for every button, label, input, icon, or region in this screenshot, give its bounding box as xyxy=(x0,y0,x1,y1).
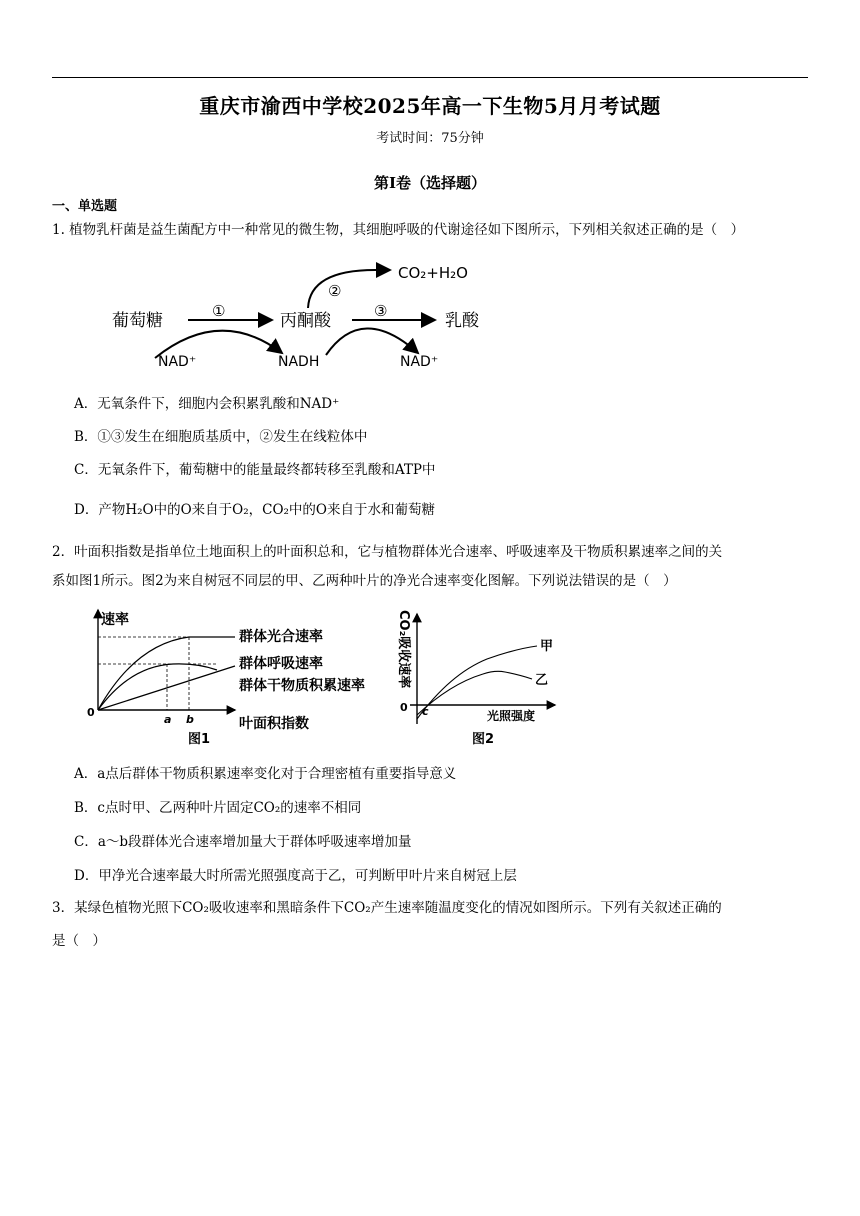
q2-option-c: C．a～b段群体光合速率增加量大于群体呼吸速率增加量 xyxy=(74,834,412,850)
fig2-y-label: CO₂吸收速率 xyxy=(396,610,411,689)
fig1-label-dry-matter: 群体干物质积累速率 xyxy=(239,678,365,694)
step3-label: ③ xyxy=(374,302,388,320)
question-1-stem: 1. 植物乳杆菌是益生菌配方中一种常见的微生物，其细胞呼吸的代谢途径如下图所示，下列相关叙述正确的是（ ） xyxy=(52,222,745,238)
q2-option-a: A．a点后群体干物质积累速率变化对于合理密植有重要指导意义 xyxy=(74,766,457,782)
q1-option-a: A．无氧条件下，细胞内会积累乳酸和NAD⁺ xyxy=(74,396,340,412)
page-title: 重庆市渝西中学校2025年高一下生物5月月考试题 xyxy=(199,94,661,118)
fig2-label-yi: 乙 xyxy=(535,673,549,688)
fig1-tick-b: b xyxy=(186,713,194,726)
arrow-nadh-to-nad xyxy=(326,328,418,355)
q2-figure-1 xyxy=(85,604,395,746)
fig2-label-jia: 甲 xyxy=(540,639,554,654)
question-3-stem-line1: 3．某绿色植物光照下CO₂吸收速率和黑暗条件下CO₂产生速率随温度变化的情况如图所示。下列有关叙述正确的 xyxy=(52,900,722,916)
fig1-label-respiration: 群体呼吸速率 xyxy=(239,656,323,672)
nad-label-2: NAD⁺ xyxy=(400,354,439,370)
q2-figure-2 xyxy=(395,604,560,746)
part-title: 第Ⅰ卷（选择题） xyxy=(373,174,487,192)
q1-option-d: D．产物H₂O中的O来自于O₂，CO₂中的O来自于水和葡萄糖 xyxy=(74,502,435,518)
q1-option-b: B．①③发生在细胞质基质中，②发生在线粒体中 xyxy=(74,429,368,445)
q1-pathway-figure xyxy=(100,258,520,376)
q2-option-b: B．c点时甲、乙两种叶片固定CO₂的速率不相同 xyxy=(74,800,362,816)
nadh-label: NADH xyxy=(278,354,320,370)
fig2-x-label: 光照强度 xyxy=(487,709,536,723)
fig1-tick-a: a xyxy=(164,713,172,726)
exam-time: 考试时间：75分钟 xyxy=(376,131,484,146)
fig1-curve-dry-matter xyxy=(98,664,217,710)
question-2-stem-line1: 2．叶面积指数是指单位土地面积上的叶面积总和，它与植物群体光合速率、呼吸速率及干物质积累速率之间的关 xyxy=(52,544,723,560)
header-rule xyxy=(52,77,808,78)
fig1-x-label: 叶面积指数 xyxy=(239,716,309,732)
q1-option-c: C．无氧条件下，葡萄糖中的能量最终都转移至乳酸和ATP中 xyxy=(74,462,436,478)
pyruvate-label: 丙酮酸 xyxy=(280,311,331,331)
step2-label: ② xyxy=(328,282,342,300)
fig1-line-respiration xyxy=(98,666,235,710)
fig2-caption: 图2 xyxy=(472,732,495,746)
question-3-stem-line2: 是（ ） xyxy=(52,933,106,949)
fig1-label-photosynthesis: 群体光合速率 xyxy=(239,629,323,645)
fig1-y-label: 速率 xyxy=(101,612,129,628)
nad-label-1: NAD⁺ xyxy=(158,354,197,370)
q2-option-d: D．甲净光合速率最大时所需光照强度高于乙，可判断甲叶片来自树冠上层 xyxy=(74,868,517,884)
fig2-tick-c: c xyxy=(422,705,429,718)
step1-label: ① xyxy=(212,302,226,320)
fig1-origin: 0 xyxy=(87,706,95,719)
co2-h2o-label: CO₂+H₂O xyxy=(398,264,468,282)
fig1-caption: 图1 xyxy=(188,732,211,746)
section-title: 一、单选题 xyxy=(52,199,118,214)
fig1-curve-photosynthesis xyxy=(98,637,235,710)
question-2-stem-line2: 系如图1所示。图2为来自树冠不同层的甲、乙两种叶片的净光合速率变化图解。下列说法错误的是（ ） xyxy=(52,573,677,589)
glucose-label: 葡萄糖 xyxy=(112,311,163,331)
lactic-acid-label: 乳酸 xyxy=(445,311,479,331)
fig2-origin: 0 xyxy=(400,701,408,714)
